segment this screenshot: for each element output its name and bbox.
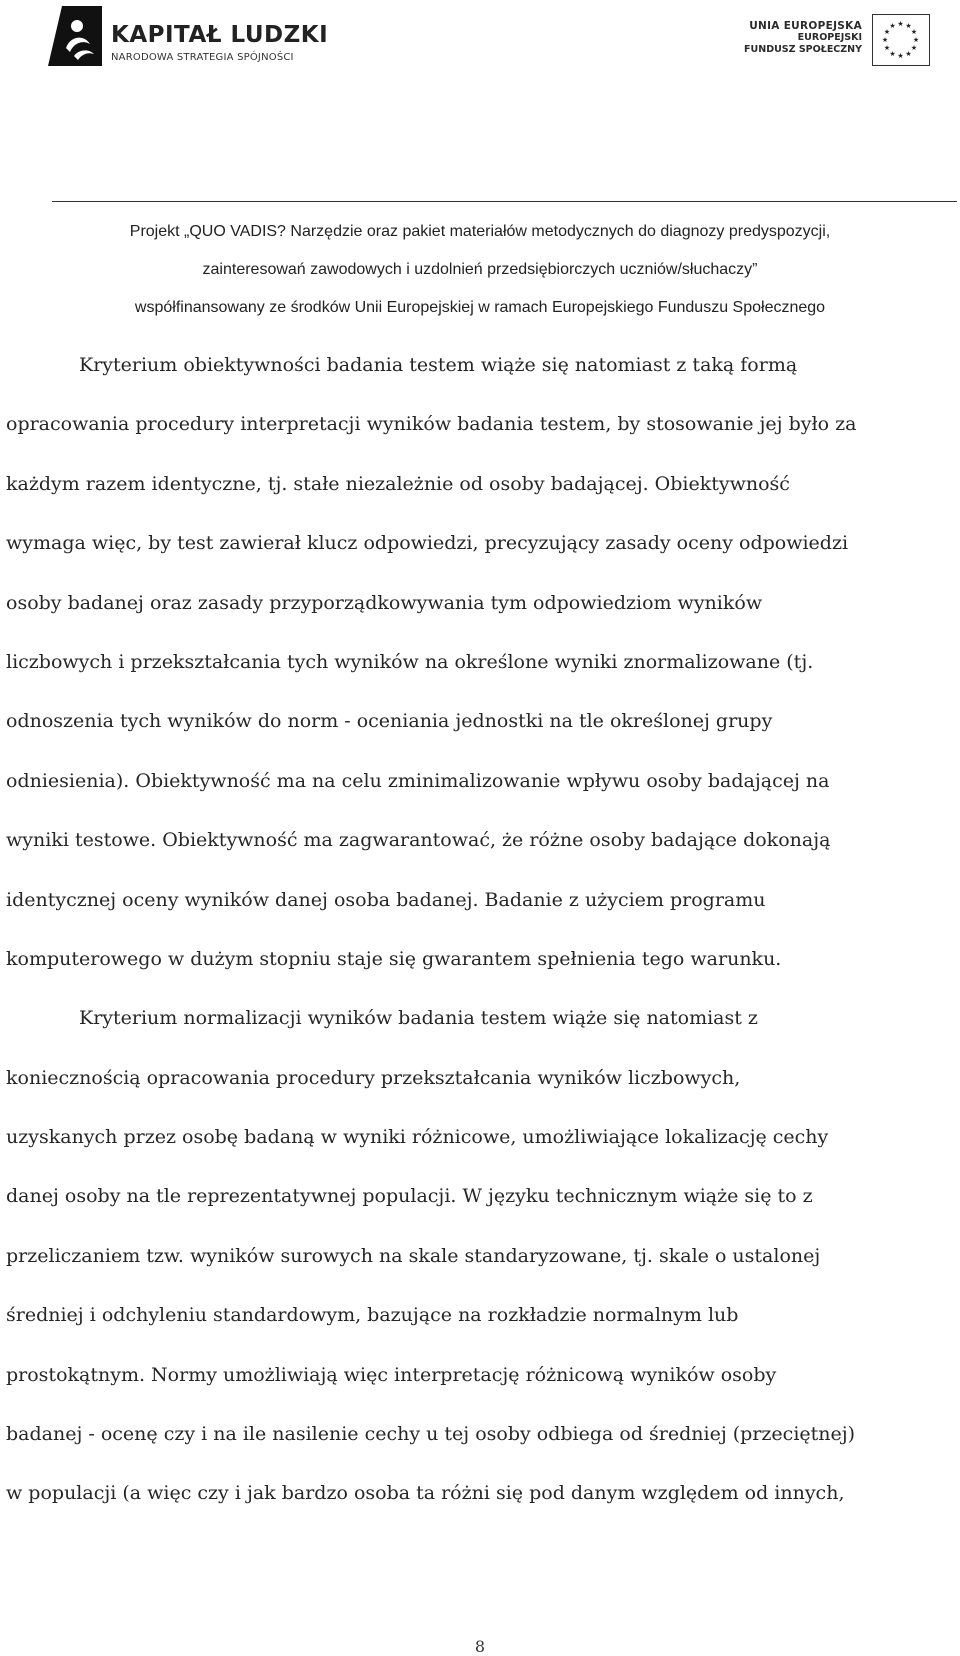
project-header <box>0 221 960 335</box>
eu-logo-line2: EUROPEJSKI <box>797 32 862 43</box>
svg-text:★: ★ <box>889 50 896 58</box>
paragraph-line: każdym razem identyczne, tj. stałe niezależnie od osoby badającej. Obiektywność <box>6 472 790 495</box>
kapital-ludzki-subtitle: NARODOWA STRATEGIA SPÓJNOŚCI <box>111 52 294 63</box>
svg-text:★: ★ <box>912 36 920 44</box>
svg-text:★: ★ <box>910 28 918 36</box>
paragraph-line: odniesienia). Obiektywność ma na celu zminimalizowanie wpływu osoby badającej na <box>6 769 830 792</box>
paragraph-line: w populacji (a więc czy i jak bardzo osoba ta różni się pod danym względem od innych, <box>6 1482 845 1505</box>
eu-logo-line1: UNIA EUROPEJSKA <box>749 20 862 32</box>
paragraph-line: odnoszenia tych wyników do norm - oceniania jednostki na tle określonej grupy <box>6 710 773 733</box>
project-header-line: zainteresowań zawodowych i uzdolnień przedsiębiorczych uczniów/słuchaczy” <box>202 261 758 278</box>
paragraph-line: badanej - ocenę czy i na ile nasilenie cechy u tej osoby odbiega od średniej (przeciętnej) <box>6 1423 856 1446</box>
svg-text:★: ★ <box>905 22 912 30</box>
paragraph-line: komputerowego w dużym stopniu staje się gwarantem spełnienia tego warunku. <box>6 947 782 970</box>
paragraph-line: liczbowych i przekształcania tych wyników na określone wyniki znormalizowane (tj. <box>6 650 814 673</box>
kapital-ludzki-title: KAPITAŁ LUDZKI <box>111 22 329 48</box>
body-text <box>6 354 950 1542</box>
eu-logo-line3: FUNDUSZ SPOŁECZNY <box>744 44 862 55</box>
eu-logo <box>740 14 930 70</box>
svg-text:★: ★ <box>897 20 904 28</box>
svg-text:★: ★ <box>883 44 891 52</box>
eu-logo-text <box>744 20 862 56</box>
paragraph-line: wyniki testowe. Obiektywność ma zagwarantować, że różne osoby badające dokonają <box>6 829 831 852</box>
project-header-line: Projekt „QUO VADIS? Narzędzie oraz pakiet materiałów metodycznych do diagnozy predyspozycji, <box>129 223 831 240</box>
svg-text:★: ★ <box>897 52 904 60</box>
paragraph-line: osoby badanej oraz zasady przyporządkowywania tym odpowiedziom wyników <box>6 591 763 614</box>
paragraph-line: wymaga więc, by test zawierał klucz odpowiedzi, precyzujący zasady oceny odpowiedzi <box>6 532 849 555</box>
svg-text:★: ★ <box>905 50 912 58</box>
project-header-line: współfinansowany ze środków Unii Europejskiej w ramach Europejskiego Funduszu Społecznego <box>134 299 826 316</box>
paragraph-line: średniej i odchyleniu standardowym, bazujące na rozkładzie normalnym lub <box>6 1304 739 1327</box>
paragraph-line: Kryterium obiektywności badania testem wiąże się natomiast z taką formą <box>79 354 798 376</box>
svg-text:★: ★ <box>889 22 896 30</box>
page-number: 8 <box>474 1637 486 1656</box>
paragraph-line: uzyskanych przez osobę badaną w wyniki różnicowe, umożliwiające lokalizację cechy <box>6 1126 829 1149</box>
paragraph-line: koniecznością opracowania procedury przekształcania wyników liczbowych, <box>6 1066 741 1089</box>
paragraph-line: identycznej oceny wyników danej osoba badanej. Badanie z użyciem programu <box>6 888 766 911</box>
kapital-ludzki-emblem-icon <box>44 4 104 68</box>
svg-text:★: ★ <box>910 44 918 52</box>
paragraph-line: danej osoby na tle reprezentatywnej populacji. W języku technicznym wiąże się to z <box>6 1185 813 1208</box>
paragraph-line: opracowania procedury interpretacji wyników badania testem, by stosowanie jej było za <box>6 413 857 436</box>
kapital-ludzki-logo <box>44 4 334 68</box>
svg-text:★: ★ <box>881 36 889 44</box>
svg-text:★: ★ <box>883 28 891 36</box>
paragraph-line: przeliczaniem tzw. wyników surowych na skale standaryzowane, tj. skale o ustalonej <box>6 1244 821 1267</box>
eu-flag-icon <box>872 14 930 66</box>
paragraph-line: Kryterium normalizacji wyników badania testem wiąże się natomiast z <box>79 1007 758 1030</box>
paragraph-line: prostokątnym. Normy umożliwiają więc interpretację różnicową wyników osoby <box>6 1363 777 1386</box>
header-divider <box>52 201 957 202</box>
